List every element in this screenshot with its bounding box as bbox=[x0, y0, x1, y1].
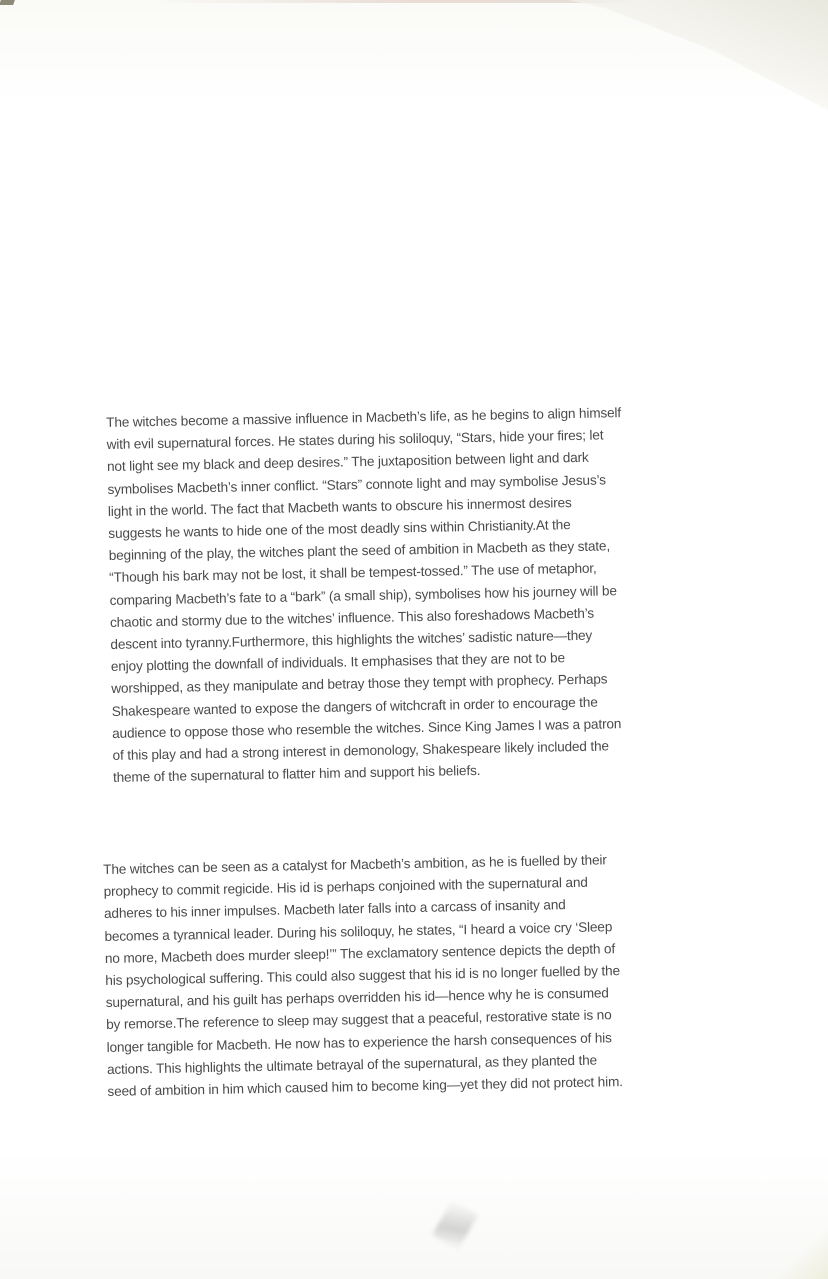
text-line: no more, Macbeth does murder sleep!’” The exclamatory sentence depicts the depth of bbox=[104, 941, 616, 966]
text-line: his psychological suffering. This could also suggest that his id is no longer fuelled by the bbox=[105, 963, 621, 988]
page-crease bbox=[432, 1200, 478, 1250]
text-line: adheres to his inner impulses. Macbeth later falls into a carcass of insanity and bbox=[103, 897, 566, 922]
text-line: not light see my black and deep desires.” The juxtaposition between light and dark bbox=[106, 450, 589, 475]
paragraph-1 bbox=[106, 400, 733, 789]
text-line: actions. This highlights the ultimate betrayal of the supernatural, as they planted the bbox=[106, 1052, 598, 1077]
text-line: by remorse.The reference to sleep may suggest that a peaceful, restorative state is no bbox=[106, 1007, 612, 1033]
text-line: The witches can be seen as a catalyst for Macbeth’s ambition, as he is fuelled by their bbox=[103, 852, 607, 877]
text-line: prophecy to commit regicide. His id is perhaps conjoined with the supernatural and bbox=[103, 874, 588, 900]
page-corner-edge bbox=[768, 1229, 828, 1279]
text-line: chaotic and stormy due to the witches’ influence. This also foreshadows Macbeth’s bbox=[109, 605, 595, 630]
text-line: “Though his bark may not be lost, it shall be tempest-tossed.” The use of metaphor, bbox=[109, 561, 597, 586]
text-line: Shakespeare wanted to expose the dangers of witchcraft in order to encourage the bbox=[111, 694, 598, 719]
text-line: seed of ambition in him which caused him to become king—yet they did not protect him. bbox=[107, 1074, 623, 1099]
text-line: supernatural, and his guilt has perhaps overridden his id—hence why he is consumed bbox=[105, 985, 609, 1011]
text-line: The witches become a massive influence in Macbeth’s life, as he begins to align himself bbox=[106, 405, 622, 430]
text-line: audience to oppose those who resemble the witches. Since King James I was a patron bbox=[112, 716, 622, 741]
text-line: worshipped, as they manipulate and betray those they tempt with prophecy. Perhaps bbox=[111, 671, 608, 697]
text-line: suggests he wants to hide one of the most deadly sins within Christianity.At the bbox=[108, 517, 571, 541]
page-corner-mark bbox=[0, 0, 15, 5]
text-line: with evil supernatural forces. He states during his soliloquy, “Stars, hide your fires; let bbox=[106, 427, 604, 453]
text-line: descent into tyranny.Furthermore, this highlights the witches’ sadistic nature—they bbox=[110, 627, 593, 652]
text-line: light in the world. The fact that Macbeth wants to obscure his innermost desires bbox=[107, 494, 572, 519]
text-line: longer tangible for Macbeth. He now has to experience the harsh consequences of his bbox=[106, 1029, 612, 1055]
text-line: comparing Macbeth’s fate to a “bark” (a small ship), symbolises how his journey will be bbox=[109, 582, 617, 608]
paragraph-2 bbox=[103, 847, 728, 1103]
text-line: beginning of the play, the witches plant the seed of ambition in Macbeth as they state, bbox=[108, 538, 611, 564]
text-line: symbolises Macbeth’s inner conflict. “Stars” connote light and may symbolise Jesus’s bbox=[107, 472, 606, 497]
page-fold-shadow bbox=[568, 0, 828, 110]
text-line: theme of the supernatural to flatter him and support his beliefs. bbox=[112, 763, 481, 786]
text-line: enjoy plotting the downfall of individuals. It emphasises that they are not to be bbox=[110, 650, 566, 675]
text-line: of this play and had a strong interest in demonology, Shakespeare likely included the bbox=[112, 738, 609, 763]
text-line: becomes a tyrannical leader. During his soliloquy, he states, “I heard a voice cry ‘Sleep bbox=[104, 918, 613, 944]
